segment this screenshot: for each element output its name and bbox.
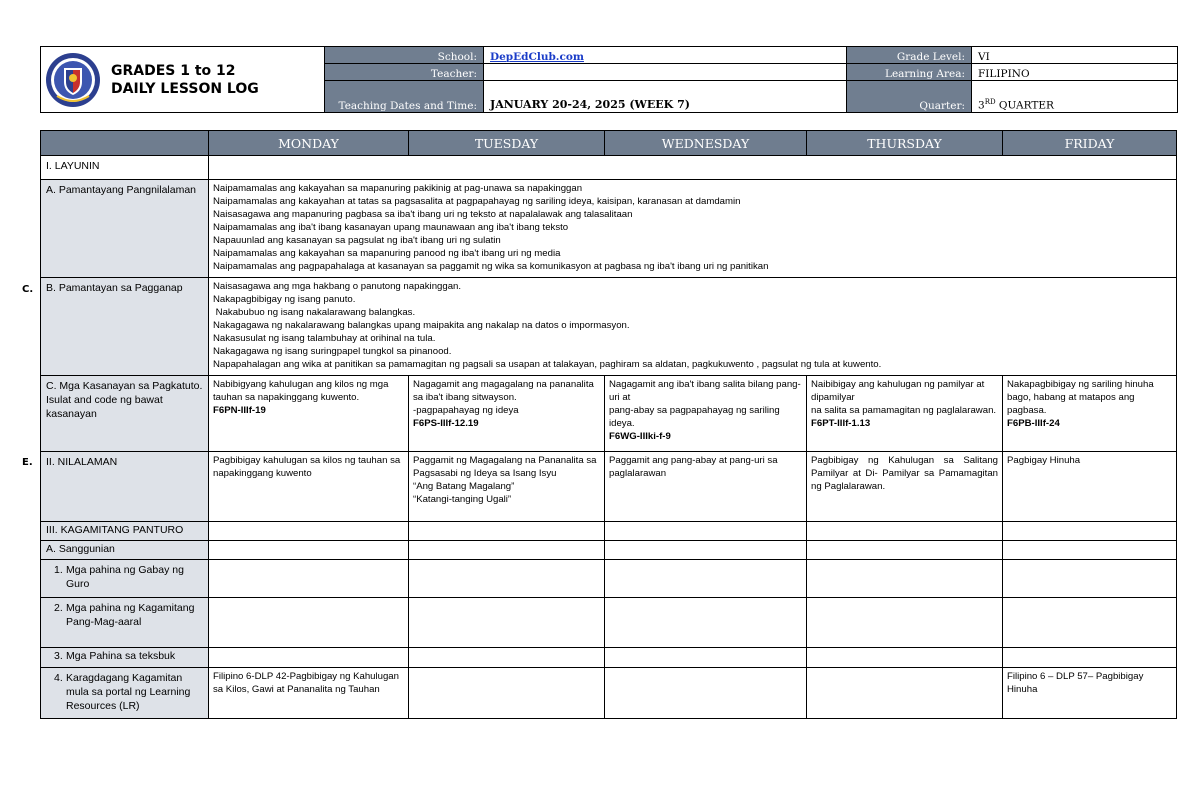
nilalaman-wednesday: Paggamit ang pang-abay at pang-uri sa paglalarawan [605,452,807,522]
day-header-tuesday: TUESDAY [409,131,605,156]
lesson-log-table [40,130,1177,719]
corner-cell [41,131,209,156]
quarter-label: Quarter: [847,81,972,113]
teaching-dates-label: Teaching Dates and Time: [325,81,484,113]
karagdagang-kagamitan-label: 4. Karagdagang Kagamitan mula sa portal ng Learning Resources (LR) [41,668,209,719]
nilalaman-label: II. NILALAMAN [41,452,209,522]
pamantayang-pangnilalaman-label: A. Pamantayang Pangnilalaman [41,180,209,278]
school-link[interactable]: DepEdClub.com [484,47,847,64]
nilalaman-thursday: Pagbibigay ng Kahulugan sa Salitang Pamilyar at Di- Pamilyar sa Pamamagitan ng Paglalarawan. [807,452,1003,522]
day-header-monday: MONDAY [209,131,409,156]
kasanayan-label: C. Mga Kasanayan sa Pagkatuto. Isulat and code ng bawat kasanayan [41,376,209,452]
teksbuk-label: 3. Mga Pahina sa teksbuk [41,648,209,668]
gabay-guro-label: 1. Mga pahina ng Gabay ng Guro [41,560,209,598]
nilalaman-friday: Pagbigay Hinuha [1003,452,1177,522]
teacher-value [484,64,847,81]
teacher-label: Teacher: [325,64,484,81]
brand-block [41,47,325,113]
day-header-thursday: THURSDAY [807,131,1003,156]
karagdagan-wednesday [605,668,807,719]
pamantayan-pagganap-label: B. Pamantayan sa Pagganap [41,278,209,376]
karagdagan-tuesday [409,668,605,719]
karagdagan-monday: Filipino 6-DLP 42-Pagbibigay ng Kahulugan sa Kilos, Gawi at Pananalita ng Tauhan [209,668,409,719]
karagdagan-friday: Filipino 6 – DLP 57– Pagbibigay Hinuha [1003,668,1177,719]
day-header-wednesday: WEDNESDAY [605,131,807,156]
grade-level-value: VI [972,47,1178,64]
teaching-dates-value: JANUARY 20-24, 2025 (WEEK 7) [484,81,847,113]
kasanayan-friday: Nakapagbibigay ng sariling hinuha bago, habang at matapos ang pagbasa. F6PB-IIIf-24 [1003,376,1177,452]
kasanayan-tuesday: Nagagamit ang magagalang na pananalita sa iba't ibang sitwayson. -pagpapahayag ng ideya F6PS-IIIf-12.19 [409,376,605,452]
kasanayan-wednesday: Nagagamit ang iba't ibang salita bilang pang-uri at pang-abay sa pagpapahayag ng sariling ideya. F6WG-IIIki-f-9 [605,376,807,452]
grade-level-label: Grade Level: [847,47,972,64]
learning-area-label: Learning Area: [847,64,972,81]
section-layunin: I. LAYUNIN [41,156,209,180]
margin-mark-c: C. [22,284,34,295]
quarter-value: 3RD QUARTER [972,81,1178,113]
kasanayan-monday: Nabibigyang kahulugan ang kilos ng mga tauhan sa napakinggang kuwento. F6PN-IIIf-19 [209,376,409,452]
deped-seal-icon [45,52,101,108]
learning-area-value: FILIPINO [972,64,1178,81]
kasanayan-thursday: Naibibigay ang kahulugan ng pamilyar at dipamilyar na salita sa pamamagitan ng paglalarawan. F6PT-IIIf-1.13 [807,376,1003,452]
nilalaman-monday: Pagbibigay kahulugan sa kilos ng tauhan sa napakinggang kuwento [209,452,409,522]
sanggunian-label: A. Sanggunian [41,541,209,560]
kagamitang-pang-mag-aaral-label: 2. Mga pahina ng Kagamitang Pang-Mag-aaral [41,598,209,648]
pamantayang-pangnilalaman-content: Naipamamalas ang kakayahan sa mapanuring pakikinig at pag-unawa sa napakinggan Naipamamalas ang kakayahan at tatas sa pagsasalita at pagpapahayag ng sariling ideya, kaisipan, karanasan at damdamin Naisasagawa ang mapanuring pagbasa sa iba't ibang uri ng teksto at napalalawak ang talasalitaan Naipamamalas ang iba't ibang kasanayan upang maunawaan ang iba't ibang teksto Napauunlad ang kasanayan sa pagsulat ng iba't ibang uri ng sulatin Naipamamalas ang kakayahan sa mapanuring panood ng iba't ibang uri ng media Naipamamalas ang pagpapahalaga at kasanayan sa paggamit ng wika sa komunikasyon at pagbasa ng iba't ibang uri ng panitikan [209,180,1177,278]
nilalaman-tuesday: Paggamit ng Magagalang na Pananalita sa Pagsasabi ng Ideya sa Isang Isyu “Ang Batang Magalang” “Katangi-tanging Ugali” [409,452,605,522]
school-label: School: [325,47,484,64]
brand-title-line1: GRADES 1 to 12 [111,62,236,79]
brand-title-line2: DAILY LESSON LOG [111,80,259,97]
pamantayan-pagganap-content: Naisasagawa ang mga hakbang o panutong napakinggan. Nakapagbibigay ng isang panuto. Nakabubuo ng isang nakalarawang balangkas. Nakagagawa ng nakalarawang balangkas upang maipakita ang nakalap na datos o impormasyon. Nakasusulat ng isang talambuhay at orihinal na tula. Nakagagawa ng isang suringpapel tungkol sa pinanood. Napapahalagan ang wika at panitikan sa pamamagitan ng pagsali sa usapan at talakayan, paghiram sa aldatan, pagkukuwento , pagsulat ng tula at kuwento. [209,278,1177,376]
karagdagan-thursday [807,668,1003,719]
lesson-log-header [40,46,1178,113]
kagamitang-panturo-label: III. KAGAMITANG PANTURO [41,522,209,541]
day-header-friday: FRIDAY [1003,131,1177,156]
margin-mark-e: E. [22,457,33,468]
